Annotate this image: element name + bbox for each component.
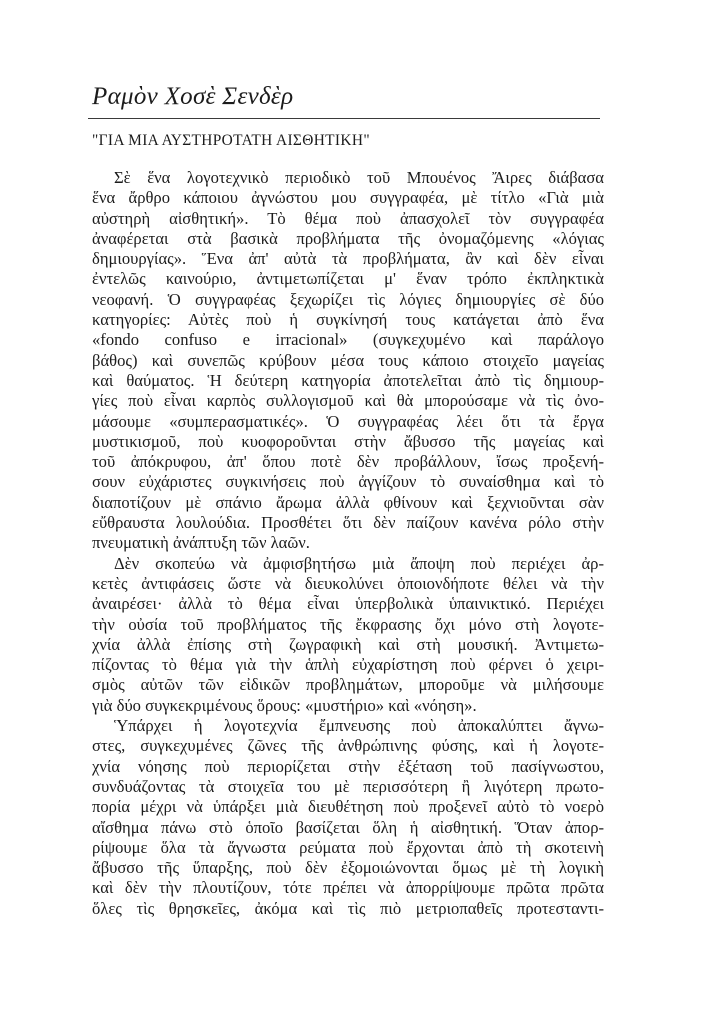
text-line: πορία μέχρι νὰ ὑπάρξει μιὰ διευθέτηση ποὺ προξενεῖ αὐτὸ τὸ νοερὸ bbox=[92, 797, 604, 817]
text-line: τοῦ ἀπόκρυφου, ἀπ' ὅπου ποτὲ δὲν προβάλλουν, ἴσως προξενή- bbox=[92, 452, 604, 472]
text-line: συνδυάζοντας τὰ στοιχεῖα του μὲ περισσότερη ἢ λιγότερη πρωτο- bbox=[92, 776, 604, 796]
text-line: εὔθραυστα λουλούδια. Προσθέτει ὅτι δὲν παίζουν κανένα ρόλο στὴν bbox=[92, 513, 604, 533]
text-line: πνευματικὴ ἀνάπτυξη τῶν λαῶν. bbox=[92, 533, 310, 553]
text-line: ἄβυσσο τῆς ὕπαρξης, ποὺ δὲν ἐξομοιώνονται ὅμως μὲ τὴ λογικὴ bbox=[92, 858, 604, 878]
text-line: διαποτίζουν μὲ σπάνιο ἄρωμα ἀλλὰ φθίνουν καὶ ξεχνιοῦνται σὰν bbox=[92, 492, 604, 512]
text-line: ἐντελῶς καινούριο, ἀντιμετωπίζεται μ' ἕναν τρόπο ἐκπληκτικὰ bbox=[92, 269, 604, 289]
text-line: γιὰ δύο συγκεκριμένους ὅρους: «μυστήριο» καὶ «νόηση». bbox=[92, 695, 477, 715]
text-line: δημιουργίας». Ἕνα ἀπ' αὐτὰ τὰ προβλήματα, ἂν καὶ δὲν εἶναι bbox=[92, 249, 604, 269]
article-body bbox=[92, 168, 604, 919]
text-line: καὶ θαύματος. Ἡ δεύτερη κατηγορία ἀποτελεῖται ἀπὸ τὶς δημιουρ- bbox=[92, 370, 604, 390]
text-line: «fondo confuso e irracional» (συγκεχυμένο καὶ παράλογο bbox=[92, 330, 604, 350]
text-line: στες, συγκεχυμένες ζῶνες τῆς ἀνθρώπινης φύσης, καὶ ἡ λογοτε- bbox=[92, 736, 604, 756]
text-line: μάσουμε «συμπερασματικές». Ὁ συγγραφέας λέει ὅτι τὰ ἔργα bbox=[92, 411, 604, 431]
text-line: γίες ποὺ εἶναι καρπὸς συλλογισμοῦ καὶ θὰ μπορούσαμε νὰ τὶς ὀνο- bbox=[92, 391, 604, 411]
text-line: νεοφανή. Ὁ συγγραφέας ξεχωρίζει τὶς λόγιες δημιουργίες σὲ δύο bbox=[92, 289, 604, 309]
text-line: αἴσθημα πάνω στὸ ὁποῖο βασίζεται ὅλη ἡ αἰσθητική. Ὅταν ἀπορ- bbox=[92, 817, 604, 837]
text-line: βάθος) καὶ συνεπῶς κρύβουν μέσα τους κάποιο στοιχεῖο μαγείας bbox=[92, 350, 604, 370]
text-line: ρίψουμε ὅλα τὰ ἄγνωστα ρεύματα ποὺ ἔρχονται ἀπὸ τὴ σκοτεινὴ bbox=[92, 837, 604, 857]
text-line: Σὲ ἕνα λογοτεχνικὸ περιοδικὸ τοῦ Μπουένος Ἄιρες διάβασα bbox=[114, 168, 604, 187]
text-line: χνία ἀλλὰ ἐπίσης στὴ ζωγραφικὴ καὶ στὴ μουσική. Ἀντιμετω- bbox=[92, 634, 604, 654]
text-line: κετὲς ἀντιφάσεις ὥστε νὰ διευκολύνει ὁποιονδήποτε θέλει νὰ τὴν bbox=[92, 573, 604, 593]
text-line: τὴν οὐσία τοῦ προβλήματος τῆς ἔκφρασης ὄχι μόνο στὴ λογοτε- bbox=[92, 614, 604, 634]
text-line: καὶ δὲν τὴν πλουτίζουν, τότε πρέπει νὰ ἀπορρίψουμε πρῶτα πρῶτα bbox=[92, 878, 604, 898]
text-line: ἕνα ἄρθρο κάποιου ἀγνώστου μου συγγραφέα, μὲ τίτλο «Γιὰ μιὰ bbox=[92, 188, 604, 208]
article-title: "ΓΙΑ ΜΙΑ ΑΥΣΤΗΡΟΤΑΤΗ ΑΙΣΘΗΤΙΚΗ" bbox=[92, 132, 370, 149]
author-name: Ραμὸν Χοσὲ Σενδὲρ bbox=[92, 83, 294, 110]
text-line: ἀναφέρεται στὰ βασικὰ προβλήματα τῆς ὀνομαζόμενης «λόγιας bbox=[92, 228, 604, 248]
text-line: αὐστηρὴ αἰσθητική». Τὸ θέμα ποὺ ἀπασχολεῖ τὸν συγγραφέα bbox=[92, 208, 604, 228]
text-line: πίζοντας τὸ θέμα γιὰ τὴν ἁπλὴ εὐχαρίστηση ποὺ φέρνει ὁ χειρι- bbox=[92, 655, 604, 675]
text-line: Δὲν σκοπεύω νὰ ἀμφισβητήσω μιὰ ἄποψη ποὺ περιέχει ἀρ- bbox=[114, 553, 604, 573]
text-line: χνία νόησης ποὺ περιορίζεται στὴν ἐξέταση τοῦ πασίγνωστου, bbox=[92, 756, 604, 776]
text-line: σουν εὐχάριστες συγκινήσεις ποὺ ἀγγίζουν τὸ συναίσθημα καὶ τὸ bbox=[92, 472, 604, 492]
text-line: κατηγορίες: Αὐτὲς ποὺ ἡ συγκίνησή τους κατάγεται ἀπὸ ἕνα bbox=[92, 310, 604, 330]
text-line: Ὑπάρχει ἡ λογοτεχνία ἔμπνευσης ποὺ ἀποκαλύπτει ἄγνω- bbox=[114, 716, 604, 736]
text-line: μυστικισμοῦ, ποὺ κυοφοροῦνται στὴν ἄβυσσο τῆς μαγείας καὶ bbox=[92, 431, 604, 451]
text-line: ὅλες τὶς θρησκεῖες, ἀκόμα καὶ τὶς πιὸ μετριοπαθεῖς προτεσταντι- bbox=[92, 898, 604, 918]
text-line: ἀναιρέσει· ἀλλὰ τὸ θέμα εἶναι ὑπερβολικὰ ὑπαινικτικό. Περιέχει bbox=[92, 594, 604, 614]
header-rule bbox=[88, 118, 600, 119]
text-line: σμὸς αὐτῶν τῶν εἰδικῶν προβλημάτων, μποροῦμε νὰ μιλήσουμε bbox=[92, 675, 604, 695]
